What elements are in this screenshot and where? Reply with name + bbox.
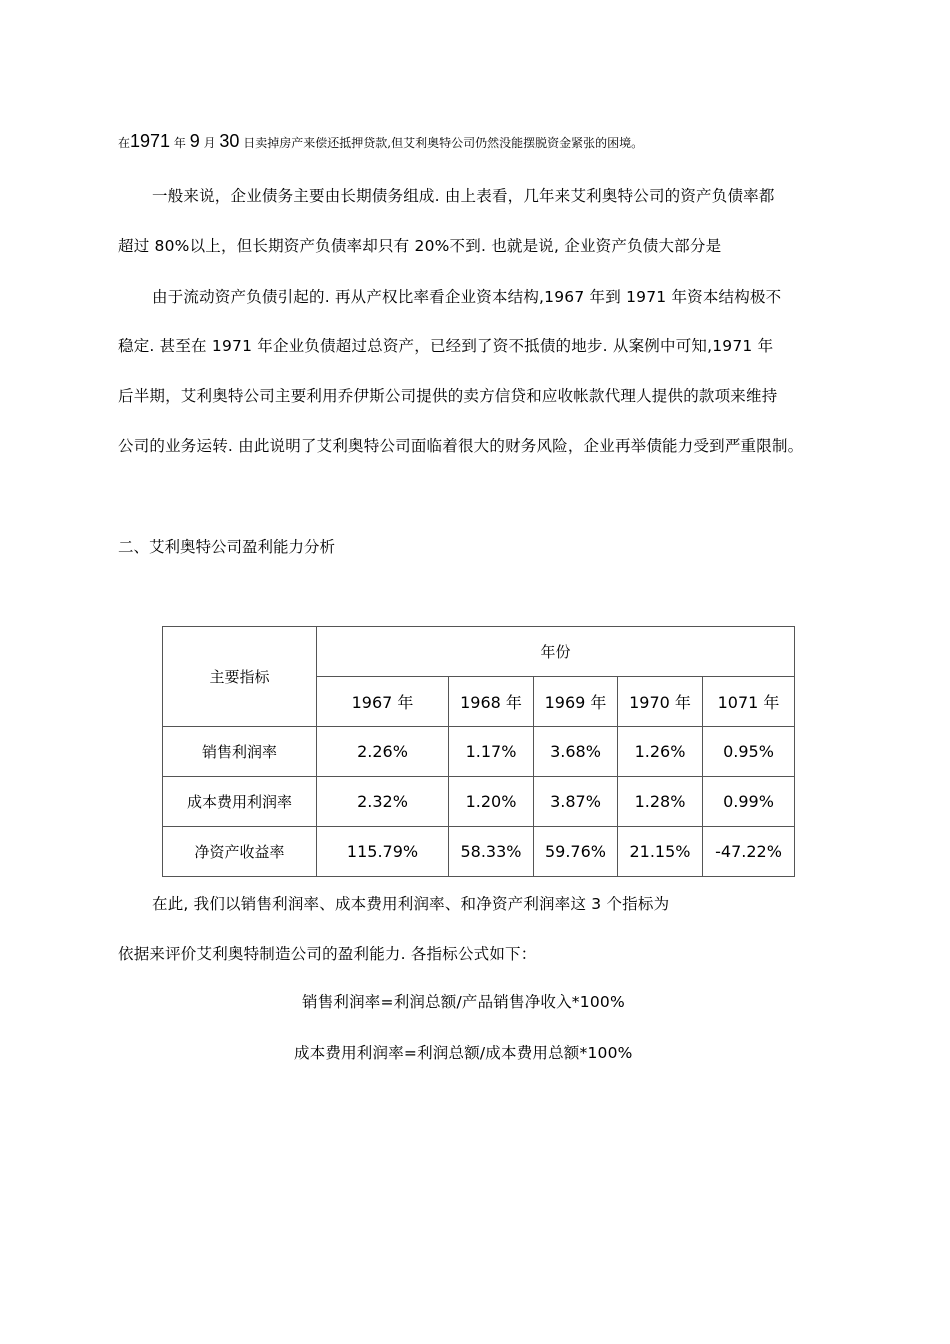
table-year-cell: 1970 年 [618, 677, 703, 727]
formula-cost-margin: 成本费用利润率=利润总额/成本费用总额*100% [294, 1044, 633, 1062]
table-header-row [163, 627, 795, 677]
paragraph-line: 依据来评价艾利奥特制造公司的盈利能力. 各指标公式如下： [118, 945, 537, 963]
table-cell: 1.26% [618, 727, 703, 777]
profitability-table [162, 626, 795, 877]
intro-line [118, 131, 643, 152]
table-year-cell: 1071 年 [703, 677, 795, 727]
paragraph-line: 超过 80%以上，但长期资产负债率却只有 20%不到. 也就是说, 企业资产负债大部分是 [118, 237, 722, 255]
table-year-cell: 1969 年 [534, 677, 618, 727]
intro-day: 30 [219, 131, 240, 151]
table-cell: 2.32% [317, 777, 449, 827]
paragraph-line: 稳定. 甚至在 1971 年企业负债超过总资产，已经到了资不抵债的地步. 从案例中可知,1971 年 [118, 337, 774, 355]
table-cell: 3.68% [534, 727, 618, 777]
paragraph-line: 一般来说，企业债务主要由长期债务组成. 由上表看，几年来艾利奥特公司的资产负债率都 [152, 187, 775, 205]
table-cell: 0.99% [703, 777, 795, 827]
intro-pre: 在 [118, 136, 131, 150]
table-row-label: 成本费用利润率 [163, 777, 317, 827]
intro-rest: 日卖掉房产来偿还抵押贷款,但艾利奥特公司仍然没能摆脱资金紧张的困境。 [243, 136, 644, 150]
table-cell: 1.20% [449, 777, 534, 827]
table-cell: 1.17% [449, 727, 534, 777]
paragraph-line: 公司的业务运转. 由此说明了艾利奥特公司面临着很大的财务风险，企业再举债能力受到严重限制。 [118, 437, 804, 455]
intro-year: 1971 [130, 131, 171, 151]
table-year-cell: 1967 年 [317, 677, 449, 727]
table-cell: 58.33% [449, 827, 534, 877]
table-cell: 3.87% [534, 777, 618, 827]
table-cell: 1.28% [618, 777, 703, 827]
table-cell: 115.79% [317, 827, 449, 877]
intro-month-unit: 月 [203, 136, 216, 150]
table-corner-label: 主要指标 [163, 627, 317, 727]
intro-month: 9 [189, 131, 200, 151]
paragraph-line: 在此, 我们以销售利润率、成本费用利润率、和净资产利润率这 3 个指标为 [152, 895, 670, 913]
table-cell: 21.15% [618, 827, 703, 877]
table-row [163, 777, 795, 827]
paragraph-line: 后半期，艾利奥特公司主要利用乔伊斯公司提供的卖方信贷和应收帐款代理人提供的款项来维持 [118, 387, 778, 405]
table-year-header: 年份 [317, 627, 795, 677]
table-cell: -47.22% [703, 827, 795, 877]
table-row-label: 净资产收益率 [163, 827, 317, 877]
table-row [163, 827, 795, 877]
table-cell: 59.76% [534, 827, 618, 877]
table-cell: 2.26% [317, 727, 449, 777]
table-cell: 0.95% [703, 727, 795, 777]
intro-year-unit: 年 [173, 136, 186, 150]
section-heading: 二、艾利奥特公司盈利能力分析 [118, 538, 336, 556]
formula-sales-margin: 销售利润率=利润总额/产品销售净收入*100% [302, 993, 625, 1011]
table-row-label: 销售利润率 [163, 727, 317, 777]
table-row [163, 727, 795, 777]
paragraph-line: 由于流动资产负债引起的. 再从产权比率看企业资本结构,1967 年到 1971 年资本结构极不 [152, 288, 782, 306]
table-year-cell: 1968 年 [449, 677, 534, 727]
